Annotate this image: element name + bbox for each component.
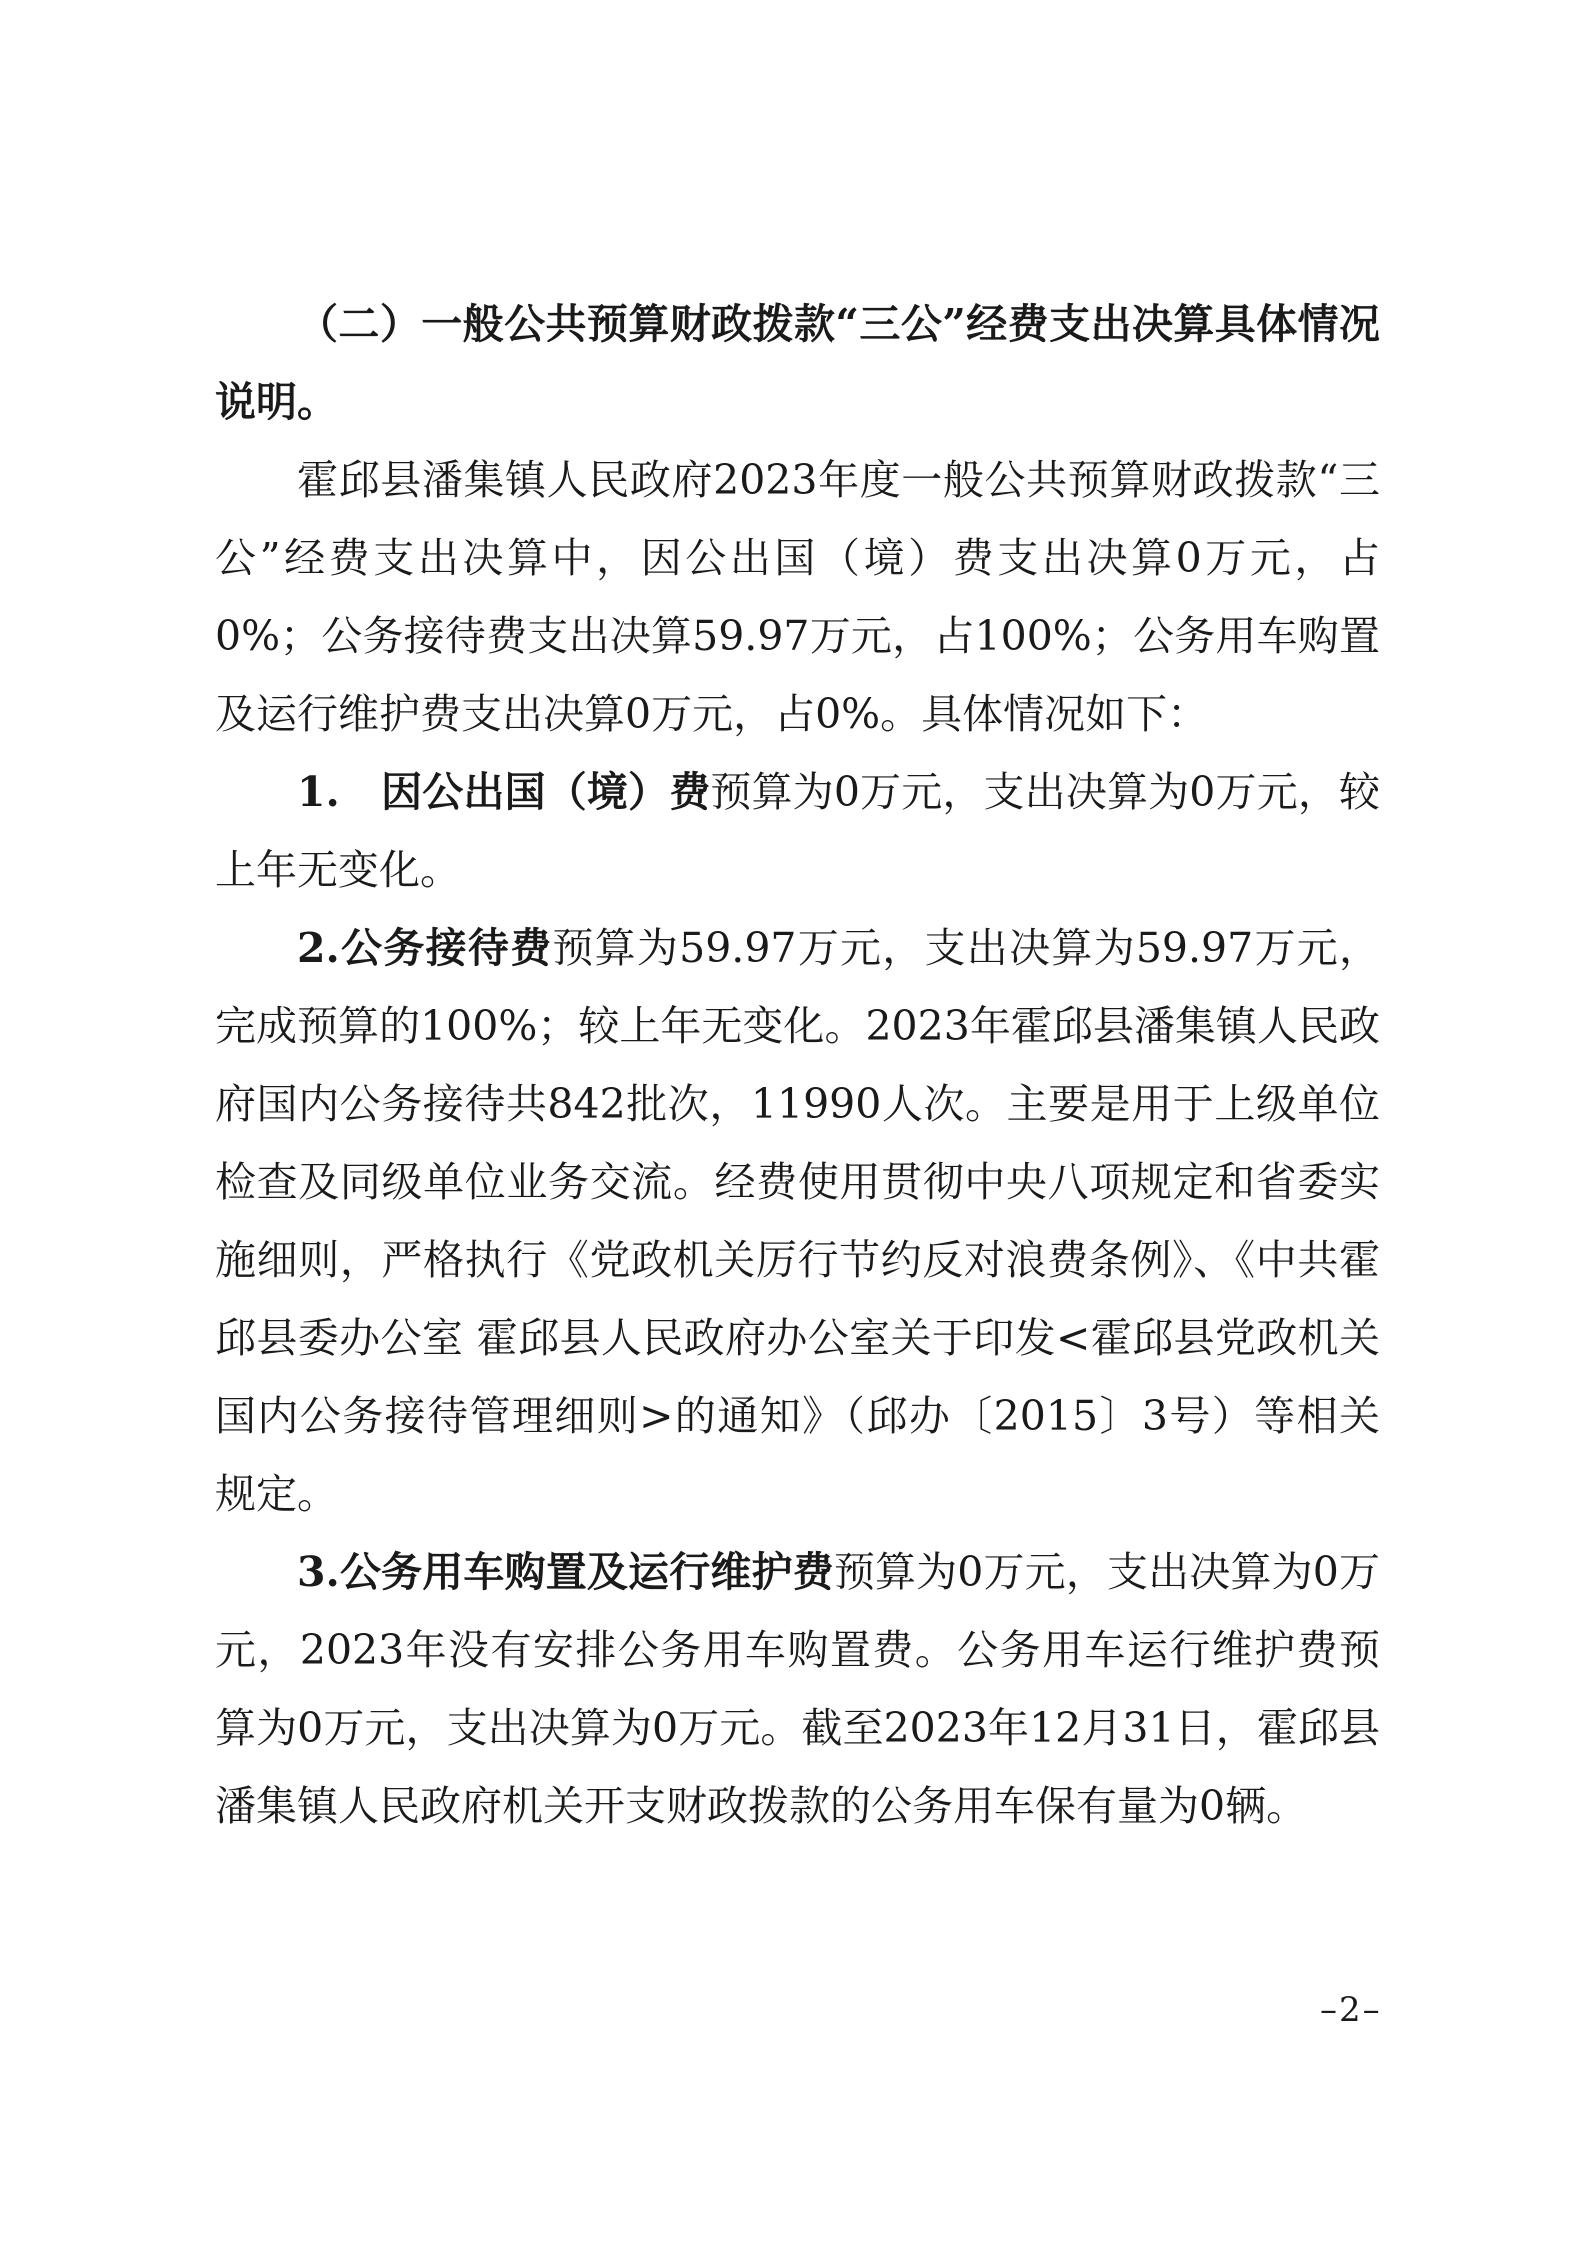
item-1-label: 1. 因公出国（境）费 — [297, 768, 711, 816]
item-1-paragraph — [215, 753, 1380, 909]
item-3-text: 预算为0万元，支出决算为0万元，2023年没有安排公务用车购置费。公务用车运行维护费预算为0万元，支出决算为0万元。截至2023年12月31日，霍邱县潘集镇人民政府机关开支财政拨款的公务用车保有量为0辆。 — [215, 1548, 1380, 1830]
page-number: –2– — [1320, 1990, 1382, 2030]
item-3-label: 3.公务用车购置及运行维护费 — [297, 1548, 834, 1596]
intro-paragraph: 霍邱县潘集镇人民政府2023年度一般公共预算财政拨款“三公”经费支出决算中，因公出国（境）费支出决算0万元，占0%；公务接待费支出决算59.97万元，占100%；公务用车购置及运行维护费支出决算0万元，占0%。具体情况如下： — [215, 456, 1380, 738]
section-heading: （二）一般公共预算财政拨款“三公”经费支出决算具体情况说明。 — [215, 300, 1380, 426]
item-1-text: 预算为0万元，支出决算为0万元，较上年无变化。 — [215, 768, 1380, 894]
item-3-paragraph — [215, 1533, 1380, 1845]
item-2-paragraph — [215, 909, 1380, 1533]
item-2-label: 2.公务接待费 — [297, 924, 553, 972]
item-2-text: 预算为59.97万元，支出决算为59.97万元，完成预算的100%；较上年无变化。2023年霍邱县潘集镇人民政府国内公务接待共842批次，11990人次。主要是用于上级单位检查及同级单位业务交流。经费使用贯彻中央八项规定和省委实施细则，严格执行《党政机关厉行节约反对浪费条例》、《中共霍邱县委办公室 霍邱县人民政府办公室关于印发<霍邱县党政机关国内公务接待管理细则>的通知》（邱办〔2015〕3号）等相关规定。 — [215, 924, 1380, 1518]
